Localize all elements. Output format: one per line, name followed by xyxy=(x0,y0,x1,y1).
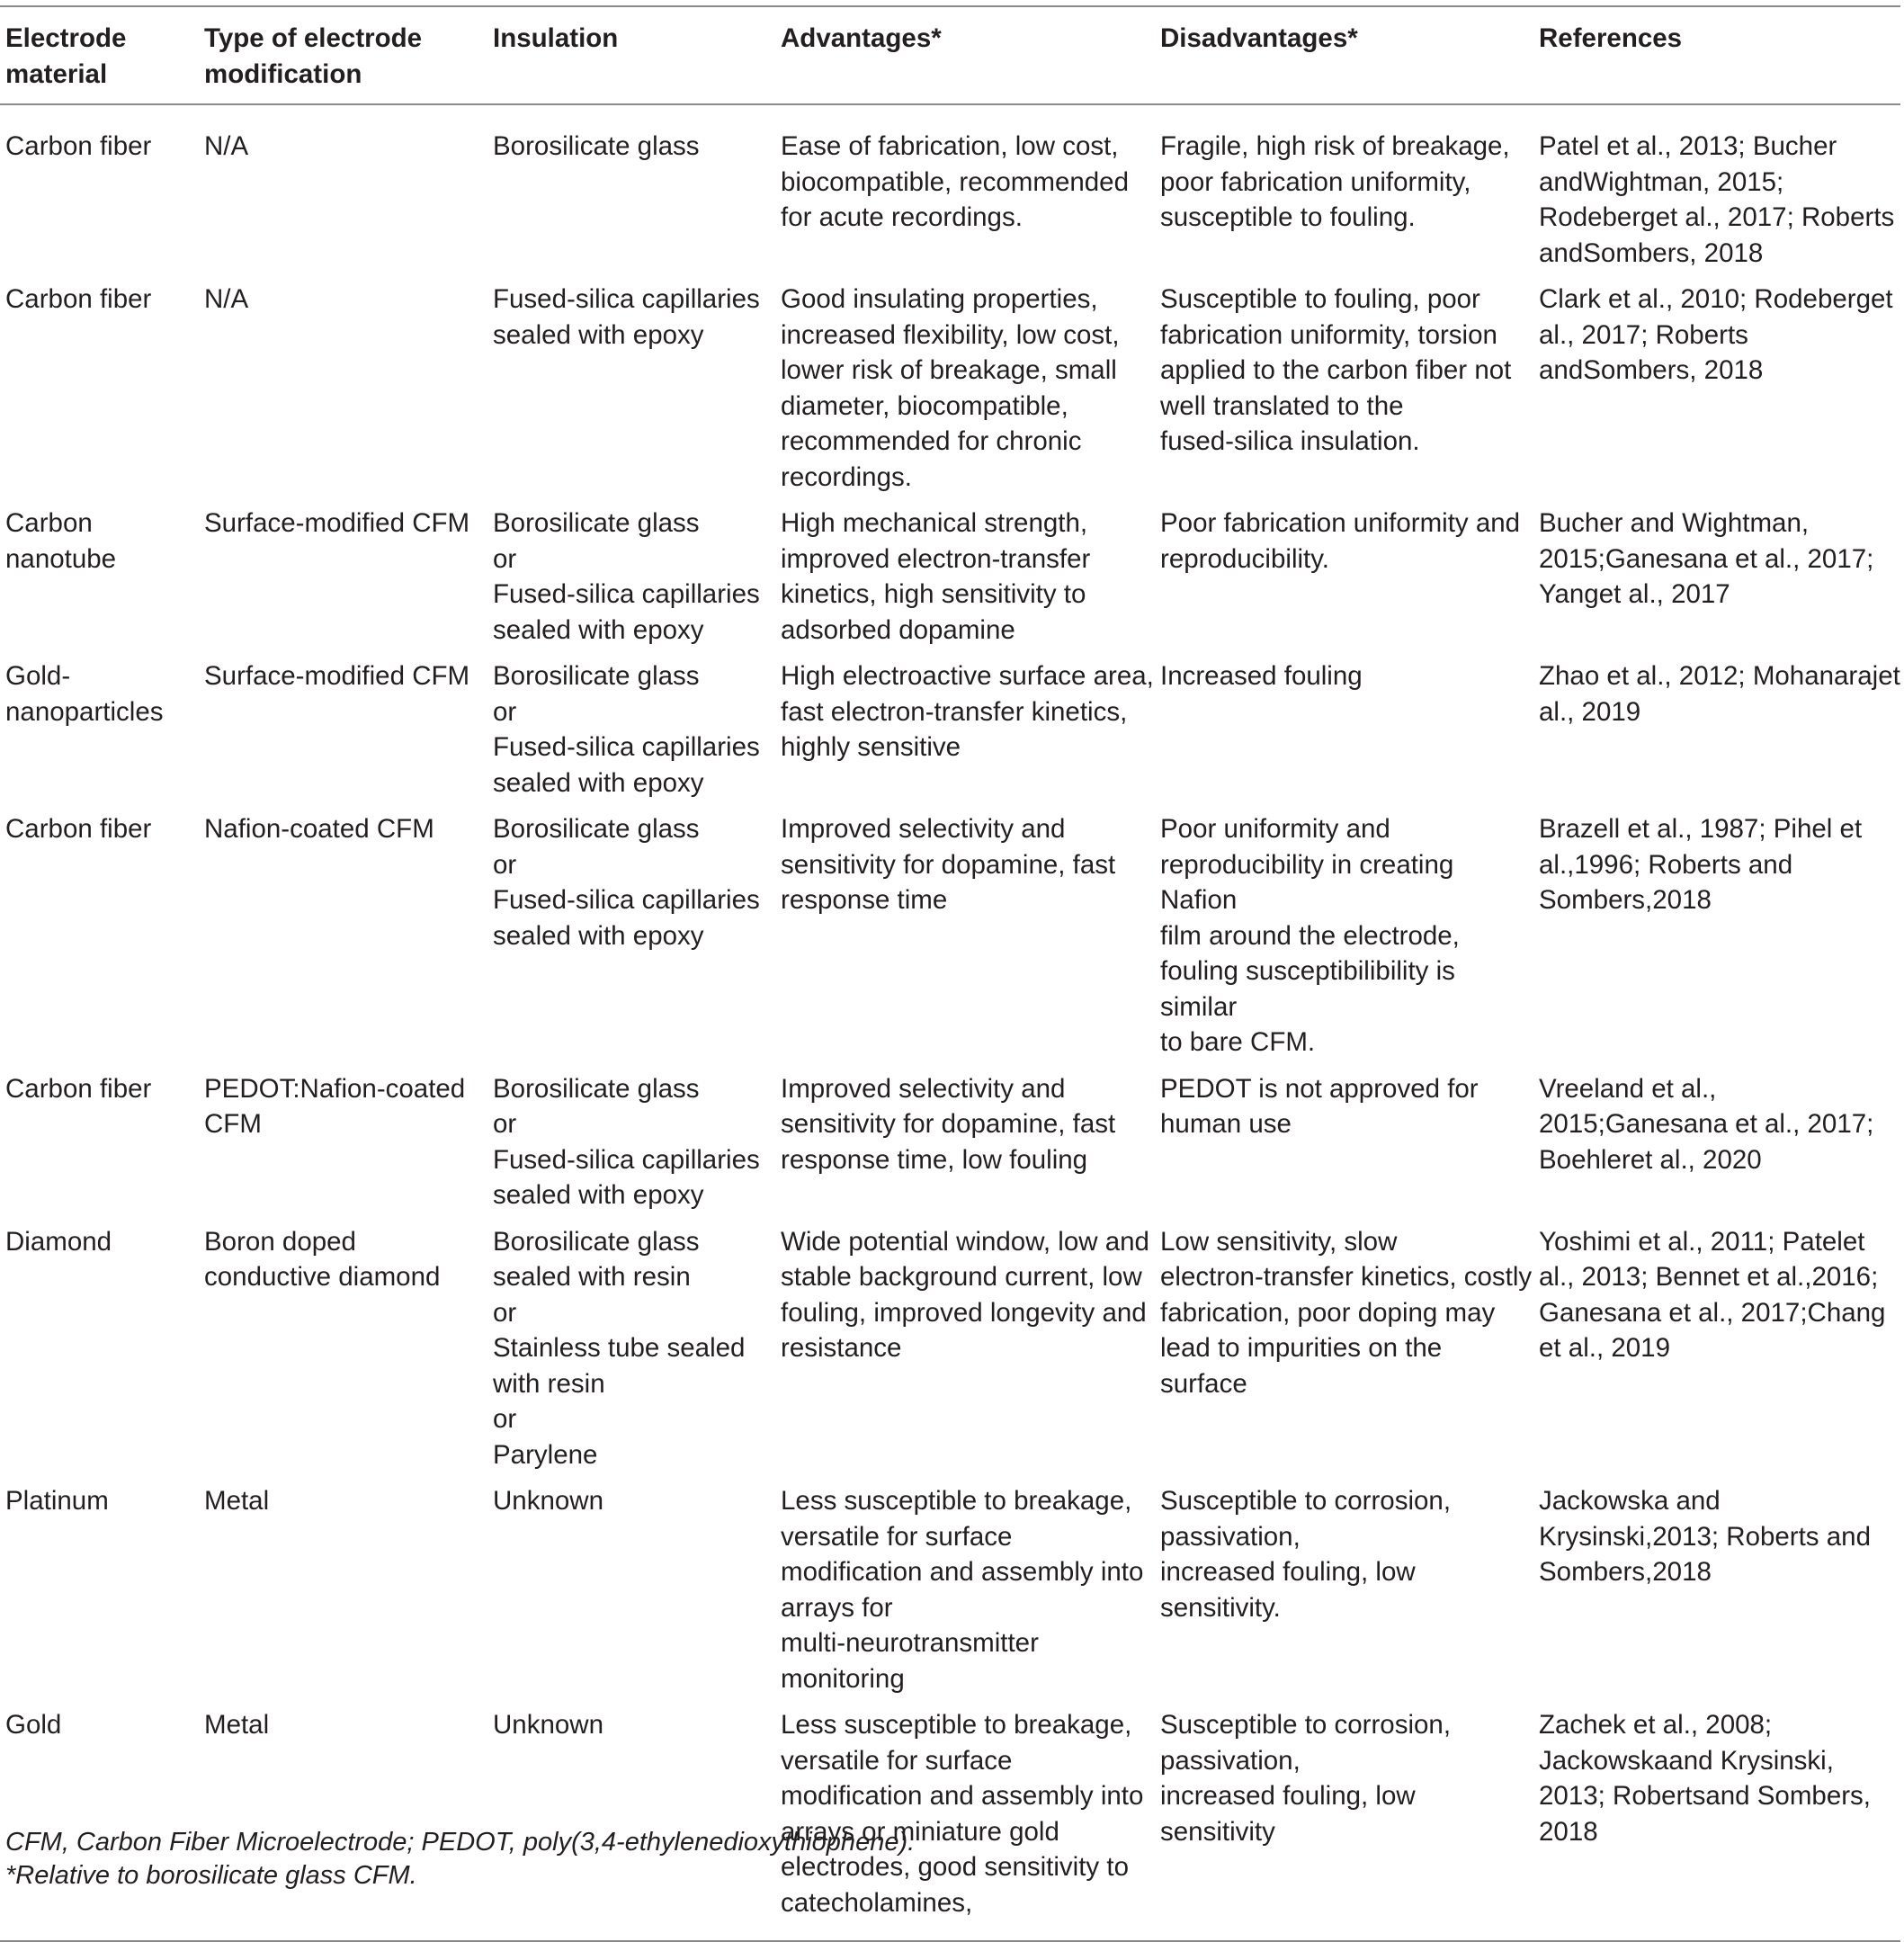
reference-link[interactable]: Roberts and Sombers, xyxy=(1539,849,1793,915)
cell-line: well translated to the xyxy=(1160,390,1404,421)
table-row xyxy=(0,1478,1900,1702)
reference-link[interactable]: Ganesana et al., 2017 xyxy=(1539,1297,1801,1328)
cell-line: with resin xyxy=(493,1368,605,1399)
cell-line: applied to the carbon fiber not xyxy=(1160,355,1512,385)
cell-line: Carbon fiber xyxy=(5,131,152,161)
cell-material xyxy=(0,1702,199,1941)
reference-separator: ; xyxy=(1767,1226,1783,1257)
cell-line: human use xyxy=(1160,1109,1292,1139)
cell-line: Fused-silica capillaries xyxy=(493,579,760,609)
cell-disadvantages xyxy=(1155,1702,1533,1941)
cell-line: Gold- xyxy=(5,661,71,691)
cell-references xyxy=(1533,1219,1900,1479)
cell-line: Parylene xyxy=(493,1439,598,1470)
cell-line: Poor fabrication uniformity and xyxy=(1160,508,1521,538)
cell-line: sealed with epoxy xyxy=(493,1180,704,1210)
footnote-abbreviations: CFM, Carbon Fiber Microelectrode; PEDOT, poly(3,4-ethylenedioxythiophene). xyxy=(5,1828,916,1857)
cell-disadvantages xyxy=(1155,276,1533,500)
cell-advantages xyxy=(775,1478,1155,1702)
reference-link[interactable]: 2016 xyxy=(1811,1262,1872,1292)
header-insulation xyxy=(487,6,775,104)
cell-disadvantages xyxy=(1155,653,1533,806)
table-row xyxy=(0,806,1900,1066)
cell-line: passivation, xyxy=(1160,1521,1301,1552)
cell-line: lead to impurities on the surface xyxy=(1160,1333,1443,1399)
cell-line: Borosilicate glass xyxy=(493,508,700,538)
cell-advantages xyxy=(775,500,1155,653)
cell-line: arrays for xyxy=(781,1592,893,1623)
table-row xyxy=(0,1219,1900,1479)
cell-line: lower risk of breakage, small xyxy=(781,355,1117,385)
cell-line: recordings. xyxy=(781,461,912,492)
cell-line: increased fouling, low sensitivity xyxy=(1160,1781,1416,1847)
cell-references xyxy=(1533,276,1900,500)
reference-link[interactable]: Vreeland et al., 2015 xyxy=(1539,1073,1717,1139)
cell-line: reproducibility in creating Nafion xyxy=(1160,849,1454,915)
cell-line: CFM xyxy=(204,1109,262,1139)
cell-line: Unknown xyxy=(493,1486,603,1516)
cell-line: Fused-silica capillaries xyxy=(493,732,760,762)
reference-separator: ; xyxy=(1866,543,1874,574)
cell-advantages xyxy=(775,1702,1155,1941)
cell-references xyxy=(1533,1066,1900,1219)
cell-line: Wide potential window, low and xyxy=(781,1226,1149,1257)
cell-disadvantages xyxy=(1155,1219,1533,1479)
cell-line: kinetics, high sensitivity to xyxy=(781,579,1086,609)
reference-separator: ; xyxy=(1738,131,1753,161)
cell-line: Diamond xyxy=(5,1226,112,1257)
cell-line: modification and assembly into xyxy=(781,1781,1144,1811)
cell-line: Metal xyxy=(204,1486,270,1516)
reference-link[interactable]: Pihel et al., xyxy=(1539,814,1863,880)
reference-link[interactable]: 2018 xyxy=(1652,885,1712,915)
cell-line: film around the electrode, xyxy=(1160,920,1460,951)
cell-line: nanoparticles xyxy=(5,696,164,727)
cell-line: Susceptible to corrosion, xyxy=(1160,1710,1452,1740)
reference-link[interactable]: Ganesana et al., 2017 xyxy=(1605,543,1867,574)
cell-line: biocompatible, recommended xyxy=(781,166,1129,197)
cell-line: N/A xyxy=(204,284,249,314)
cell-line: Carbon fiber xyxy=(5,284,152,314)
cell-line: Carbon fiber xyxy=(5,814,152,844)
electrode-comparison-table xyxy=(0,5,1900,1942)
cell-line: fouling, improved longevity and xyxy=(781,1297,1147,1328)
cell-line: Borosilicate glass xyxy=(493,661,700,691)
cell-line: Fused-silica capillaries xyxy=(493,1144,760,1175)
reference-link[interactable]: et al., 2017 xyxy=(1598,579,1730,609)
cell-line: Surface-modified CFM xyxy=(204,661,470,691)
cell-line: Borosilicate glass xyxy=(493,1073,700,1104)
reference-link[interactable]: 1996 xyxy=(1574,849,1633,880)
cell-modification xyxy=(199,1702,487,1941)
cell-line: Metal xyxy=(204,1710,270,1740)
cell-disadvantages xyxy=(1155,806,1533,1066)
cell-references xyxy=(1533,500,1900,653)
reference-link[interactable]: Clark et al., 2010 xyxy=(1539,284,1740,314)
cell-line: response time xyxy=(781,885,948,915)
cell-line: or xyxy=(493,1109,517,1139)
header-advantages xyxy=(775,6,1155,104)
cell-line: or xyxy=(493,696,517,727)
cell-modification xyxy=(199,1478,487,1702)
cell-line: Improved selectivity and xyxy=(781,1073,1066,1104)
cell-line: Borosilicate glass xyxy=(493,814,700,844)
reference-link[interactable]: Roberts and xyxy=(1539,319,1748,385)
cell-line: sensitivity for dopamine, fast xyxy=(781,849,1116,880)
cell-line: resistance xyxy=(781,1333,902,1363)
reference-link[interactable]: Wightman, 2015 xyxy=(1583,166,1777,197)
table-row xyxy=(0,1066,1900,1219)
cell-line: monitoring xyxy=(781,1663,905,1694)
cell-line: Carbon xyxy=(5,508,93,538)
cell-line: PEDOT:Nafion-coated xyxy=(204,1073,466,1104)
cell-line: to bare CFM. xyxy=(1160,1027,1316,1057)
cell-line: Boron doped xyxy=(204,1226,356,1257)
cell-line: Stainless tube sealed xyxy=(493,1333,746,1363)
cell-line: Improved selectivity and xyxy=(781,814,1066,844)
cell-insulation xyxy=(487,500,775,653)
reference-separator: ; xyxy=(1597,543,1605,574)
cell-modification xyxy=(199,104,487,276)
cell-material xyxy=(0,500,199,653)
reference-link[interactable]: Sombers, 2018 xyxy=(1583,237,1764,268)
reference-link[interactable]: et al., 2020 xyxy=(1630,1144,1762,1175)
cell-line: Fragile, high risk of breakage, xyxy=(1160,131,1510,161)
cell-line: fast electron-transfer kinetics, xyxy=(781,696,1128,727)
reference-link[interactable]: Roberts and Sombers, xyxy=(1539,1521,1871,1587)
reference-link[interactable]: Patel xyxy=(1782,1226,1843,1257)
cell-line: sealed with resin xyxy=(493,1262,691,1292)
reference-link[interactable]: Yang xyxy=(1539,579,1599,609)
reference-link[interactable]: Roberts and xyxy=(1539,202,1895,268)
cell-advantages xyxy=(775,104,1155,276)
reference-link[interactable]: Roberts xyxy=(1613,1781,1706,1811)
cell-line: Fused-silica capillaries xyxy=(493,284,760,314)
cell-line: fused-silica insulation. xyxy=(1160,426,1420,456)
reference-link[interactable]: Boehler xyxy=(1539,1144,1631,1175)
cell-line: Unknown xyxy=(493,1710,603,1740)
reference-separator: ; xyxy=(1640,319,1656,350)
header-line: Electrode xyxy=(5,23,127,53)
cell-line: improved electron-transfer xyxy=(781,543,1091,574)
cell-line: catecholamines, xyxy=(781,1887,973,1918)
cell-line: highly sensitive xyxy=(781,732,961,762)
header-line: Type of electrode xyxy=(204,23,423,53)
cell-line: versatile for surface xyxy=(781,1745,1013,1776)
table-row xyxy=(0,1702,1900,1941)
reference-separator: ; xyxy=(1597,1781,1613,1811)
cell-insulation xyxy=(487,1219,775,1479)
header-line: Disadvantages* xyxy=(1160,23,1358,53)
cell-line: recommended for chronic xyxy=(781,426,1082,456)
reference-link[interactable]: et al., 2017 xyxy=(1655,202,1787,232)
reference-link[interactable]: Ganesana et al., 2017 xyxy=(1605,1109,1867,1139)
reference-separator: ; xyxy=(1633,849,1649,880)
cell-disadvantages xyxy=(1155,1478,1533,1702)
reference-link[interactable]: Sombers, 2018 xyxy=(1583,355,1764,385)
header-line: Insulation xyxy=(493,23,619,53)
cell-advantages xyxy=(775,1066,1155,1219)
cell-line: conductive diamond xyxy=(204,1262,441,1292)
cell-line: Less susceptible to breakage, xyxy=(781,1486,1132,1516)
cell-disadvantages xyxy=(1155,500,1533,653)
reference-separator: ; xyxy=(1871,1262,1879,1292)
reference-link[interactable]: et al., 2017 xyxy=(1539,284,1893,350)
cell-line: Ease of fabrication, low cost, xyxy=(781,131,1119,161)
table-row xyxy=(0,276,1900,500)
cell-insulation xyxy=(487,1066,775,1219)
reference-separator: ; xyxy=(1640,1262,1656,1292)
header-line: material xyxy=(5,58,108,89)
cell-line: Increased fouling xyxy=(1160,661,1363,691)
cell-line: Less susceptible to breakage, xyxy=(781,1710,1132,1740)
cell-insulation xyxy=(487,653,775,806)
cell-line: multi-neurotransmitter xyxy=(781,1628,1039,1658)
cell-line: nanotube xyxy=(5,543,117,574)
reference-link[interactable]: and Krysinski, 2013 xyxy=(1539,1745,1834,1811)
reference-separator: ; xyxy=(1786,202,1801,232)
header-line: Advantages* xyxy=(781,23,942,53)
cell-line: Platinum xyxy=(5,1486,109,1516)
reference-link[interactable]: Mohanaraj xyxy=(1752,661,1879,691)
cell-material xyxy=(0,806,199,1066)
reference-link[interactable]: et al., 2019 xyxy=(1539,661,1900,727)
cell-line: response time, low fouling xyxy=(781,1144,1088,1175)
cell-line: fabrication, poor doping may xyxy=(1160,1297,1496,1328)
reference-link[interactable]: Zhao et al., 2012 xyxy=(1539,661,1739,691)
cell-modification xyxy=(199,1066,487,1219)
header-modification xyxy=(199,6,487,104)
reference-link[interactable]: Rodeberg xyxy=(1754,284,1871,314)
table-header xyxy=(0,6,1900,104)
cell-disadvantages xyxy=(1155,104,1533,276)
reference-separator: ; xyxy=(1800,1297,1808,1328)
reference-separator: ; xyxy=(1758,814,1774,844)
cell-modification xyxy=(199,276,487,500)
cell-line: versatile for surface xyxy=(781,1521,1013,1552)
cell-line: arrays or miniature gold xyxy=(781,1816,1059,1847)
cell-line: Susceptible to corrosion, xyxy=(1160,1486,1452,1516)
cell-line: modification and assembly into xyxy=(781,1557,1144,1587)
cell-insulation xyxy=(487,806,775,1066)
cell-advantages xyxy=(775,806,1155,1066)
cell-line: reproducibility. xyxy=(1160,543,1330,574)
header-line: modification xyxy=(204,58,362,89)
cell-line: sensitivity for dopamine, fast xyxy=(781,1109,1116,1139)
cell-modification xyxy=(199,500,487,653)
cell-material xyxy=(0,276,199,500)
reference-separator: ; xyxy=(1776,166,1784,197)
cell-line: sealed with epoxy xyxy=(493,319,704,350)
cell-line: or xyxy=(493,543,517,574)
cell-line: sealed with epoxy xyxy=(493,767,704,798)
cell-line: Fused-silica capillaries xyxy=(493,885,760,915)
cell-modification xyxy=(199,653,487,806)
cell-line: for acute recordings. xyxy=(781,202,1023,232)
cell-line: diameter, biocompatible, xyxy=(781,390,1068,421)
reference-separator: ; xyxy=(1711,1521,1727,1552)
cell-line: sealed with epoxy xyxy=(493,614,704,645)
reference-separator: ; xyxy=(1866,1109,1874,1139)
reference-link[interactable]: 2018 xyxy=(1652,1557,1712,1587)
cell-line: or xyxy=(493,1404,517,1434)
cell-material xyxy=(0,1066,199,1219)
reference-link[interactable]: Jackowska xyxy=(1539,1745,1669,1776)
footnote-relative: *Relative to borosilicate glass CFM. xyxy=(5,1861,417,1890)
reference-separator: ; xyxy=(1764,1710,1773,1740)
cell-insulation xyxy=(487,276,775,500)
cell-line: Low sensitivity, slow xyxy=(1160,1226,1398,1257)
cell-references xyxy=(1533,1702,1900,1941)
footnotes xyxy=(5,1826,915,1893)
cell-line: or xyxy=(493,849,517,880)
reference-link[interactable]: Yoshimi et al., 2011 xyxy=(1539,1226,1768,1257)
cell-material xyxy=(0,104,199,276)
cell-insulation xyxy=(487,104,775,276)
header-electrode-material xyxy=(0,6,199,104)
cell-line: electrodes, good sensitivity to xyxy=(781,1852,1129,1882)
cell-advantages xyxy=(775,276,1155,500)
cell-line: electron-transfer kinetics, costly xyxy=(1160,1262,1533,1292)
reference-link[interactable]: Rodeberg xyxy=(1539,202,1656,232)
header-disadvantages xyxy=(1155,6,1533,104)
cell-modification xyxy=(199,1219,487,1479)
cell-line: sensitivity. xyxy=(1160,1592,1281,1623)
reference-link[interactable]: Bennet et al., xyxy=(1655,1262,1812,1292)
reference-link[interactable]: Bucher and Wightman, 2015 xyxy=(1539,508,1810,574)
cell-insulation xyxy=(487,1478,775,1702)
reference-separator: ; xyxy=(1739,284,1755,314)
cell-references xyxy=(1533,806,1900,1066)
cell-references xyxy=(1533,104,1900,276)
table-row xyxy=(0,500,1900,653)
cell-material xyxy=(0,1478,199,1702)
cell-references xyxy=(1533,1478,1900,1702)
cell-advantages xyxy=(775,653,1155,806)
reference-link[interactable]: Bucher and xyxy=(1539,131,1837,197)
reference-link[interactable]: 2013 xyxy=(1652,1521,1712,1552)
reference-link[interactable]: Patel et al., 2013 xyxy=(1539,131,1739,161)
table-row xyxy=(0,653,1900,806)
cell-line: increased fouling, low xyxy=(1160,1557,1416,1587)
cell-line: Susceptible to fouling, poor xyxy=(1160,284,1480,314)
cell-line: poor fabrication uniformity, xyxy=(1160,166,1471,197)
cell-material xyxy=(0,1219,199,1479)
header-row xyxy=(0,6,1900,104)
reference-link[interactable]: Zachek et al., 2008 xyxy=(1539,1710,1765,1740)
cell-line: Borosilicate glass xyxy=(493,131,700,161)
cell-line: fouling susceptibilibility is similar xyxy=(1160,956,1455,1022)
table-row xyxy=(0,104,1900,276)
header-line: References xyxy=(1539,23,1683,53)
cell-line: Surface-modified CFM xyxy=(204,508,470,538)
cell-line: stable background current, low xyxy=(781,1262,1142,1292)
cell-line: PEDOT is not approved for xyxy=(1160,1073,1479,1104)
cell-insulation xyxy=(487,1702,775,1941)
cell-disadvantages xyxy=(1155,1066,1533,1219)
cell-line: adsorbed dopamine xyxy=(781,614,1015,645)
cell-line: Carbon fiber xyxy=(5,1073,152,1104)
cell-line: increased flexibility, low cost, xyxy=(781,319,1120,350)
reference-link[interactable]: et al., 2013 xyxy=(1539,1226,1865,1292)
cell-line: High mechanical strength, xyxy=(781,508,1088,538)
cell-line: Borosilicate glass xyxy=(493,1226,700,1257)
cell-line: N/A xyxy=(204,131,249,161)
cell-line: passivation, xyxy=(1160,1745,1301,1776)
reference-link[interactable]: and Sombers, 2018 xyxy=(1539,1781,1871,1847)
cell-modification xyxy=(199,806,487,1066)
reference-separator: ; xyxy=(1597,1109,1605,1139)
cell-references xyxy=(1533,653,1900,806)
cell-material xyxy=(0,653,199,806)
cell-line: Good insulating properties, xyxy=(781,284,1098,314)
cell-line: susceptible to fouling. xyxy=(1160,202,1416,232)
reference-link[interactable]: Jackowska and Krysinski, xyxy=(1539,1486,1721,1552)
cell-advantages xyxy=(775,1219,1155,1479)
cell-line: Gold xyxy=(5,1710,62,1740)
reference-separator: ; xyxy=(1738,661,1753,691)
cell-line: Poor uniformity and xyxy=(1160,814,1390,844)
cell-line: fabrication uniformity, torsion xyxy=(1160,319,1497,350)
cell-line: or xyxy=(493,1297,517,1328)
cell-line: sealed with epoxy xyxy=(493,920,704,951)
header-references xyxy=(1533,6,1900,104)
table-body xyxy=(0,104,1900,1941)
reference-link[interactable]: Chang et al., 2019 xyxy=(1539,1297,1886,1363)
reference-link[interactable]: Brazell et al., 1987 xyxy=(1539,814,1759,844)
cell-line: Nafion-coated CFM xyxy=(204,814,434,844)
cell-line: High electroactive surface area, xyxy=(781,661,1154,691)
